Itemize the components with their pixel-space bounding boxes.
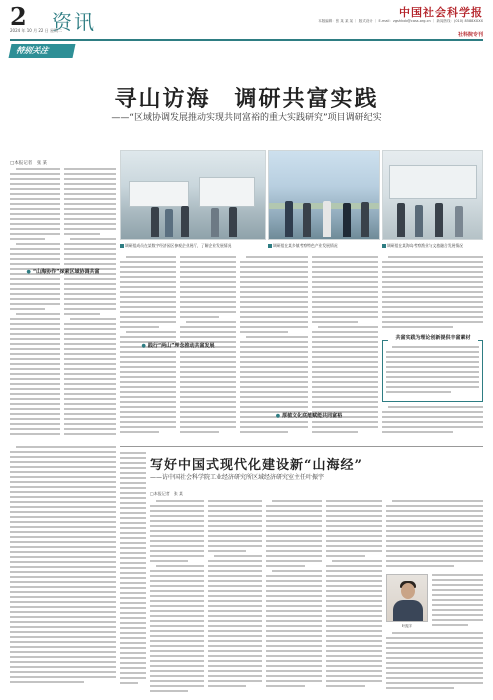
article1-column-6 bbox=[312, 256, 378, 438]
photo-caption-1 bbox=[120, 243, 266, 248]
section-name: 资讯 bbox=[52, 10, 96, 34]
caption-marker bbox=[268, 244, 272, 248]
masthead bbox=[0, 0, 493, 40]
interview-byline: □本报记者 张 某 bbox=[150, 491, 184, 496]
contact-info: 本版编辑：张 某 某 某 ｜ 版式设计 ｜ E-mail：zgshkxb@cass.org.cn ｜ 新闻热线：(010) 8588XXXX bbox=[318, 19, 483, 23]
interview-column-5-side bbox=[432, 574, 483, 630]
interview-column-1 bbox=[150, 500, 204, 692]
photo-island-visit bbox=[382, 150, 483, 240]
interviewee-portrait bbox=[386, 574, 428, 622]
caption-text: 调研组在某乡镇考察特色产业发展情况 bbox=[273, 243, 338, 248]
caption-marker bbox=[120, 244, 124, 248]
portrait-face bbox=[401, 583, 415, 599]
interview-column-2 bbox=[208, 500, 262, 692]
article1-column-7 bbox=[382, 256, 483, 332]
subhead-2: ● 践行“两山”理念推动共富发展 bbox=[141, 343, 215, 349]
interview-column-5-bottom bbox=[386, 632, 483, 692]
highlight-text bbox=[386, 346, 479, 398]
article1-column-5 bbox=[240, 256, 308, 438]
caption-marker bbox=[382, 244, 386, 248]
photo-caption-3 bbox=[382, 243, 483, 248]
article1-column-2 bbox=[64, 168, 116, 438]
article-title: 寻山访海 调研共富实践 bbox=[114, 86, 379, 112]
article1-column-1 bbox=[10, 168, 60, 438]
feature-banner: 特别关注 bbox=[9, 44, 76, 58]
photo-caption-2 bbox=[268, 243, 380, 248]
interview-column-4 bbox=[326, 500, 382, 692]
section-divider bbox=[120, 446, 483, 447]
article-byline: □本报记者 张 某 bbox=[10, 161, 48, 166]
masthead-rule bbox=[10, 39, 483, 41]
photo-exhibition-hall bbox=[120, 150, 266, 240]
date-line: 2024 年 10 月 22 日 星期二 bbox=[10, 28, 62, 33]
article-subtitle: ——“区域协调发展推动实现共同富裕的重大实践研究”项目调研纪实 bbox=[111, 113, 382, 123]
edition-tag: 社科院专刊 bbox=[457, 32, 483, 38]
paper-name: 中国社会科学报 bbox=[399, 6, 483, 19]
subhead-3: ● 厚植文化底蕴赋能共同富裕 bbox=[275, 413, 343, 419]
interview-subtitle: ——访中国社会科学院工业经济研究所区域经济研究室主任叶振宇 bbox=[150, 474, 325, 481]
article1-column-continued bbox=[10, 446, 116, 692]
caption-text: 调研组在某海岛考察渔业与文旅融合发展情况 bbox=[387, 243, 463, 248]
article1-column-continued-2 bbox=[120, 452, 146, 692]
interview-column-3 bbox=[266, 500, 322, 692]
article1-column-8 bbox=[382, 406, 483, 438]
caption-text: 调研组成员在某数字经济园区参观企业展厅，了解企业发展情况 bbox=[125, 243, 232, 248]
interview-column-5-top bbox=[386, 500, 483, 570]
highlight-heading: 共富实践为理论创新提供丰富素材 bbox=[388, 334, 478, 341]
photo-village-visit bbox=[268, 150, 380, 240]
subhead-1: ● “山海协作”探索区域协调共富 bbox=[26, 269, 100, 275]
portrait-body bbox=[393, 600, 423, 622]
interview-title: 写好中国式现代化建设新“山海经” bbox=[150, 458, 363, 473]
portrait-caption: 叶振宇 bbox=[401, 624, 413, 628]
page-number: 2 bbox=[10, 2, 27, 31]
